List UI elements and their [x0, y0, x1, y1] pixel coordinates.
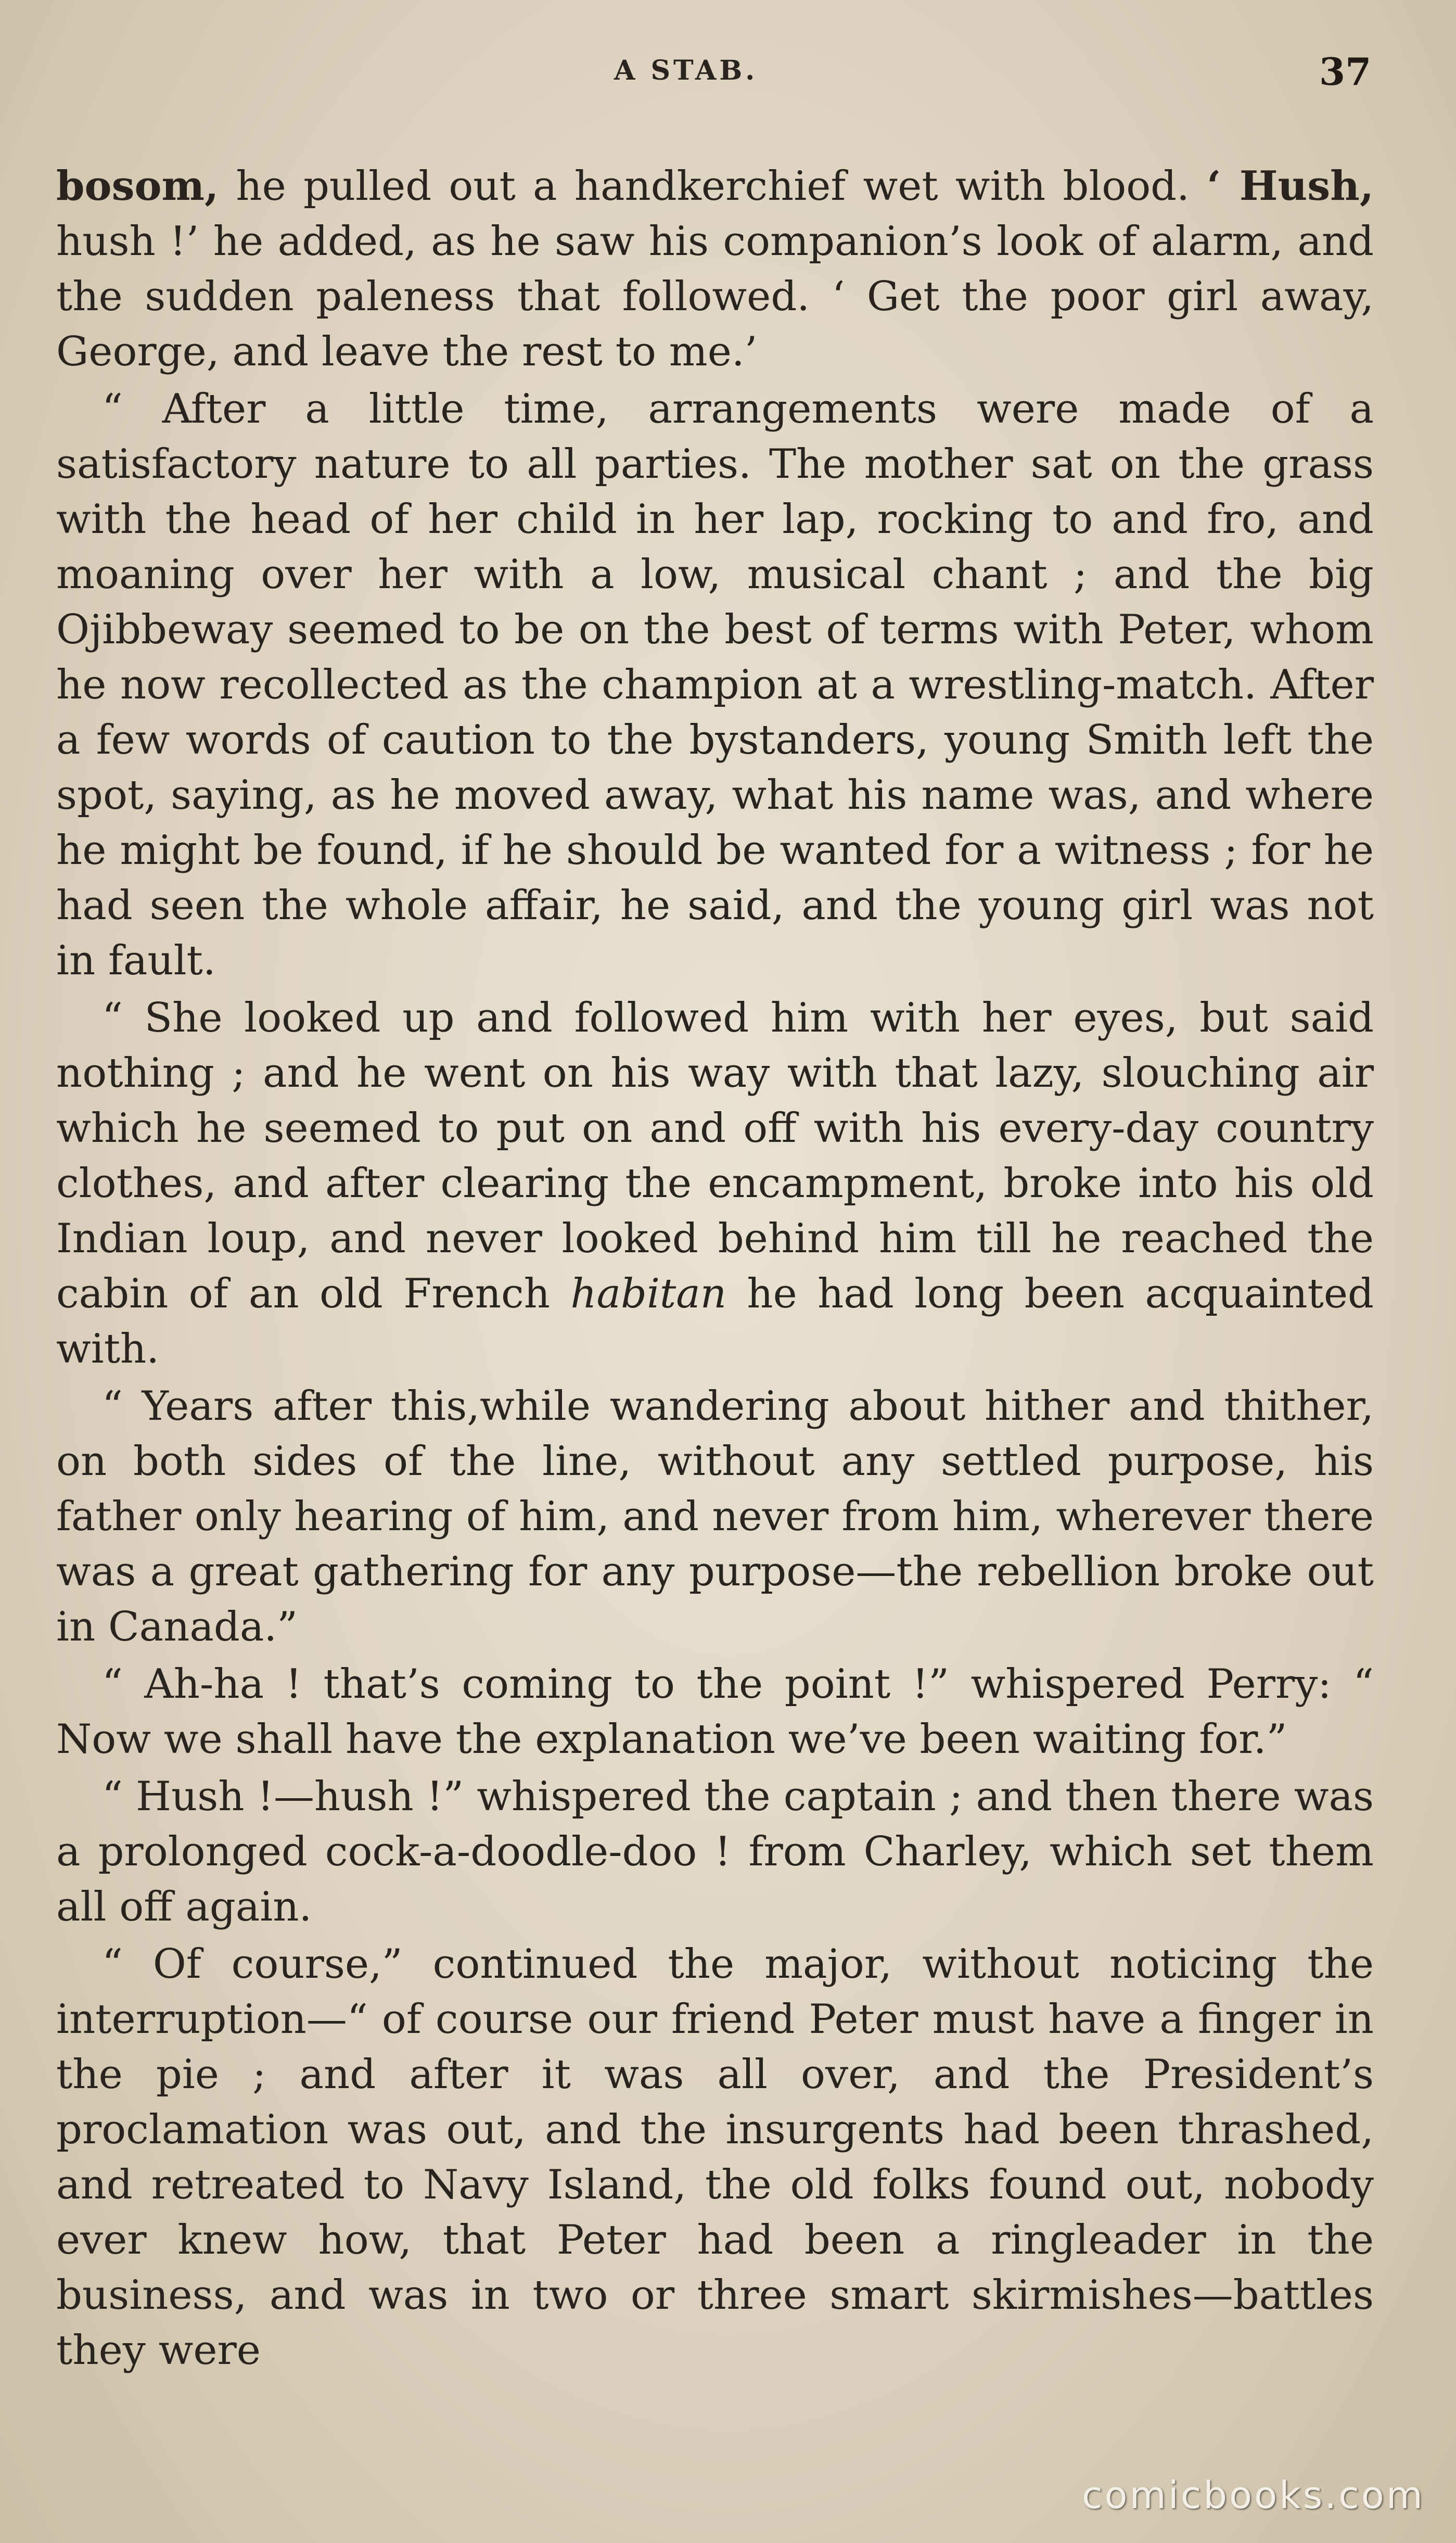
paragraph-3-text-end: he had long been acquainted with.: [56, 1270, 1374, 1372]
paragraph-3: [56, 990, 1374, 1377]
paragraph-3-italic-habitan: habitan: [570, 1270, 727, 1317]
paragraph-1-text-end: hush !’ he added, as he saw his companion’s look of alarm, and the sudden paleness that followed. ‘ Get the poor girl away, George, and leave the rest to me.’: [56, 218, 1374, 375]
running-head: A STAB.: [614, 55, 758, 86]
watermark-text: comicbooks.com: [1081, 2473, 1425, 2517]
page-header: [0, 49, 1456, 112]
paragraph-2: “ After a little time, arrangements were made of a satisfactory nature to all parties. The mother sat on the grass with the head of her child in her lap, rocking to and fro, and moaning over her with a low, musical chant ; and the big Ojibbeway seemed to be on the best of terms with Peter, whom he now recollected as the champion at a wrestling-match. After a few words of caution to the bystanders, young Smith left the spot, saying, as he moved away, what his name was, and where he might be found, if he should be wanted for a witness ; for he had seen the whole affair, he said, and the young girl was not in fault.: [56, 386, 1374, 984]
paragraph-4: “ Years after this,while wandering about hither and thither, on both sides of the line, without any settled purpose, his father only hearing of him, and never from him, wherever there was a great gathering for any purpose—the rebellion broke out in Canada.”: [56, 1383, 1374, 1650]
paragraph-1: [56, 159, 1374, 379]
paragraph-5: “ Ah-ha ! that’s coming to the point !” whispered Perry: “ Now we shall have the explanation we’ve been waiting for.”: [56, 1661, 1374, 1763]
paragraph-1-text: he pulled out a handkerchief wet with blood.: [219, 163, 1207, 210]
paragraph-1-bold-hush: ‘ Hush,: [1207, 162, 1374, 210]
paragraph-6: “ Hush !—hush !” whispered the captain ; and then there was a prolonged cock-a-doodle-doo ! from Charley, which set them all off again.: [56, 1773, 1374, 1930]
paragraph-7: “ Of course,” continued the major, without noticing the interruption—“ of course our friend Peter must have a finger in the pie ; and after it was all over, and the President’s proclamation was out, and the insurgents had been thrashed, and retreated to Navy Island, the old folks found out, nobody ever knew how, that Peter had been a ringleader in the business, and was in two or three smart skirmishes—battles they were: [56, 1941, 1374, 2374]
paragraph-3-text: “ She looked up and followed him with her eyes, but said nothing ; and he went on his way with that lazy, slouching air which he seemed to put on and off with his every-day country clothes, and after clearing the encampment, broke into his old Indian loup, and never looked behind him till he reached the cabin of an old French: [56, 995, 1374, 1317]
page-number: 37: [1319, 49, 1372, 94]
paragraph-1-bold-start: bosom,: [56, 162, 219, 210]
body-text: [56, 159, 1374, 2380]
